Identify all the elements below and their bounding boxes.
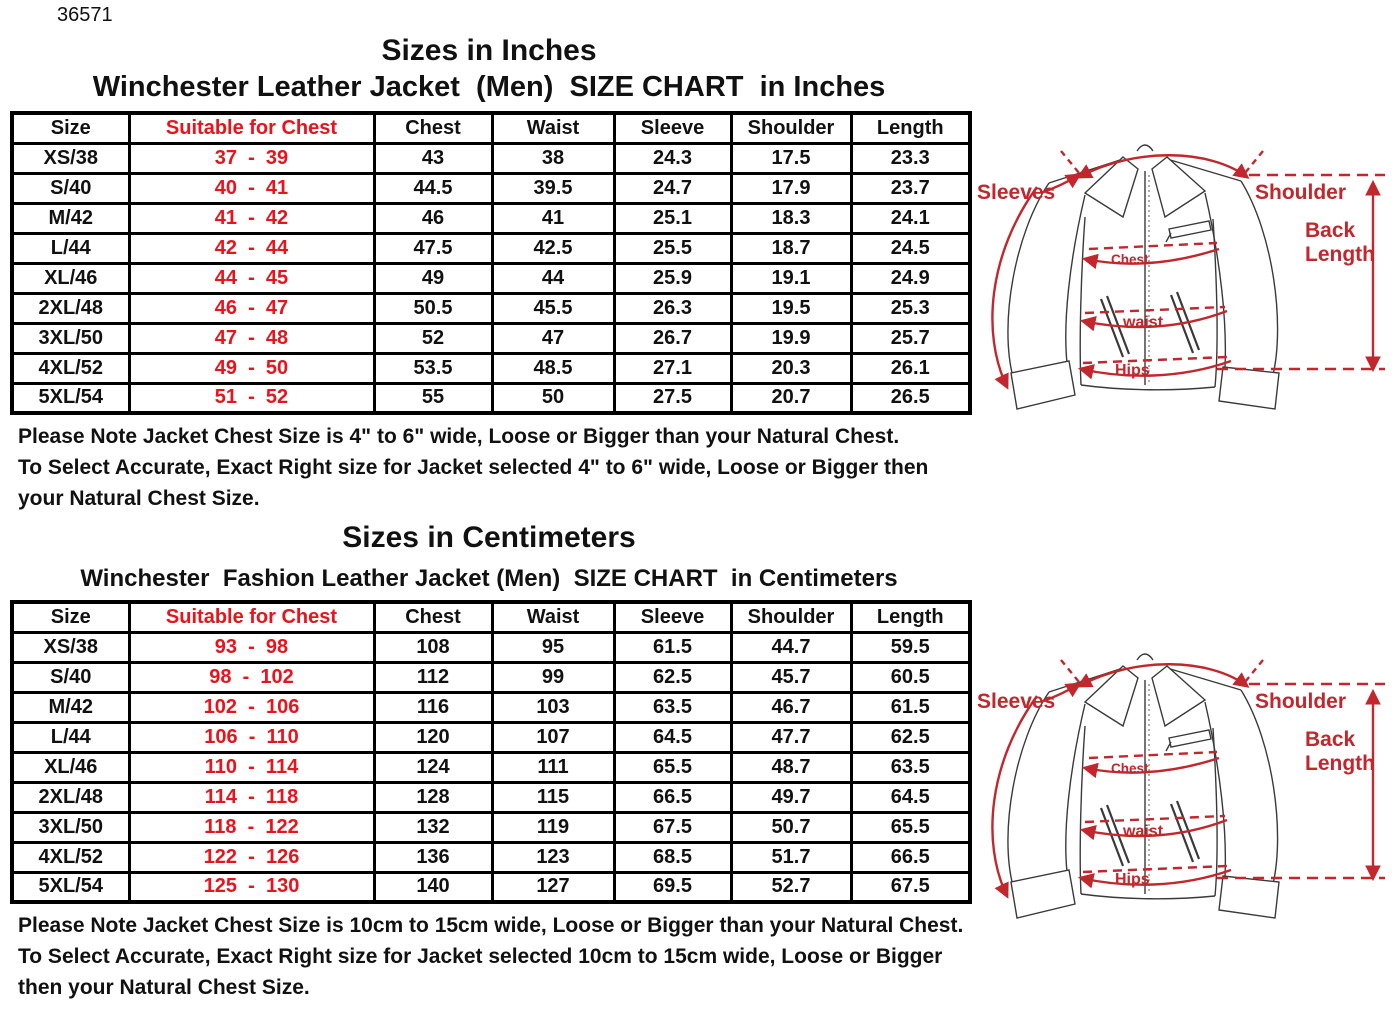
- sleeves-label: Sleeves: [977, 181, 1056, 204]
- size-cell: M/42: [12, 203, 129, 233]
- measurement-cell: 67.5: [614, 812, 731, 842]
- measurement-cell: 26.1: [851, 353, 970, 383]
- table-row: [12, 203, 970, 233]
- measurement-cell: 51.7: [731, 842, 851, 872]
- measurement-cell: 125 - 130: [129, 872, 374, 902]
- measurement-cell: 24.1: [851, 203, 970, 233]
- measurement-cell: 45.5: [492, 293, 614, 323]
- column-header-chest: Chest: [374, 602, 492, 632]
- measurement-cell: 44: [492, 263, 614, 293]
- measurement-cell: 68.5: [614, 842, 731, 872]
- measurement-cell: 50.7: [731, 812, 851, 842]
- size-cell: XL/46: [12, 263, 129, 293]
- hips-label: Hips: [1115, 362, 1150, 379]
- table-row: [12, 812, 970, 842]
- measurement-cell: 26.3: [614, 293, 731, 323]
- table-row: [12, 692, 970, 722]
- jacket-measurement-diagram-inches: [975, 133, 1397, 453]
- measurement-cell: 47.7: [731, 722, 851, 752]
- column-header-waist: Waist: [492, 113, 614, 143]
- table-row: [12, 632, 970, 662]
- column-header-shoulder: Shoulder: [731, 602, 851, 632]
- table-row: [12, 722, 970, 752]
- measurement-cell: 120: [374, 722, 492, 752]
- chest-dash-line: [1089, 243, 1217, 249]
- measurement-cell: 18.3: [731, 203, 851, 233]
- measurement-cell: 98 - 102: [129, 662, 374, 692]
- back-length-label-line2: Length: [1305, 243, 1375, 266]
- measurement-cell: 27.1: [614, 353, 731, 383]
- measurement-cell: 41 - 42: [129, 203, 374, 233]
- measurement-cell: 19.5: [731, 293, 851, 323]
- measurement-cell: 20.3: [731, 353, 851, 383]
- column-header-suitable-for-chest: Suitable for Chest: [129, 113, 374, 143]
- measurement-cell: 38: [492, 143, 614, 173]
- table-row: [12, 323, 970, 353]
- table-row: [12, 662, 970, 692]
- table-row: [12, 872, 970, 902]
- measurement-cell: 61.5: [851, 692, 970, 722]
- measurement-cell: 24.3: [614, 143, 731, 173]
- measurement-cell: 116: [374, 692, 492, 722]
- size-cell: 2XL/48: [12, 293, 129, 323]
- column-header-size: Size: [12, 113, 129, 143]
- size-cell: 2XL/48: [12, 782, 129, 812]
- measurement-cell: 132: [374, 812, 492, 842]
- right-shoulder-tick: [1245, 151, 1263, 173]
- chest-label: Chest: [1111, 252, 1149, 267]
- table-row: [12, 173, 970, 203]
- measurement-cell: 42.5: [492, 233, 614, 263]
- measurement-cell: 62.5: [614, 662, 731, 692]
- hips-label: Hips: [1115, 871, 1150, 888]
- measurement-cell: 110 - 114: [129, 752, 374, 782]
- back-length-label-line1: Back: [1305, 728, 1356, 751]
- size-cell: XS/38: [12, 632, 129, 662]
- table-row: [12, 353, 970, 383]
- chest-label: Chest: [1111, 761, 1149, 776]
- size-cell: 4XL/52: [12, 353, 129, 383]
- measurement-cell: 67.5: [851, 872, 970, 902]
- measurement-cell: 119: [492, 812, 614, 842]
- table-row: [12, 752, 970, 782]
- measurement-cell: 62.5: [851, 722, 970, 752]
- hips-dash-line: [1083, 357, 1227, 363]
- size-cell: L/44: [12, 233, 129, 263]
- shoulder-label: Shoulder: [1255, 181, 1347, 204]
- measurement-cell: 27.5: [614, 383, 731, 413]
- measurement-cell: 140: [374, 872, 492, 902]
- measurement-cell: 49 - 50: [129, 353, 374, 383]
- measurement-cell: 46.7: [731, 692, 851, 722]
- measurement-cell: 42 - 44: [129, 233, 374, 263]
- measurement-cell: 49: [374, 263, 492, 293]
- measurement-cell: 115: [492, 782, 614, 812]
- jacket-diagram-svg: [975, 642, 1397, 962]
- column-header-suitable-for-chest: Suitable for Chest: [129, 602, 374, 632]
- inches-chart-subtitle: Winchester Leather Jacket (Men) SIZE CHART in Inches: [92, 71, 886, 103]
- inches-notes: [10, 421, 968, 514]
- measurement-cell: 114 - 118: [129, 782, 374, 812]
- measurement-cell: 19.9: [731, 323, 851, 353]
- measurement-cell: 66.5: [851, 842, 970, 872]
- chest-curve-arrow: [1085, 758, 1219, 773]
- chest-curve-arrow: [1085, 249, 1219, 264]
- table-header-row: [12, 113, 970, 143]
- content-column: [10, 4, 968, 1003]
- measurement-cell: 39.5: [492, 173, 614, 203]
- column-header-length: Length: [851, 602, 970, 632]
- measurement-cell: 63.5: [851, 752, 970, 782]
- table-row: [12, 143, 970, 173]
- inches-size-table: [10, 111, 972, 415]
- measurement-cell: 128: [374, 782, 492, 812]
- measurement-cell: 50: [492, 383, 614, 413]
- measurement-cell: 112: [374, 662, 492, 692]
- cm-notes: [10, 910, 968, 1003]
- note-line: To Select Accurate, Exact Right size for Jacket selected 10cm to 15cm wide, Loose or Bigger then your Natural Chest Size.: [18, 945, 943, 999]
- table-row: [12, 293, 970, 323]
- measurement-cell: 102 - 106: [129, 692, 374, 722]
- chest-dash-line: [1089, 752, 1217, 758]
- table-row: [12, 383, 970, 413]
- note-line: Please Note Jacket Chest Size is 4" to 6" wide, Loose or Bigger than your Natural Chest.: [18, 425, 900, 448]
- size-cell: 4XL/52: [12, 842, 129, 872]
- left-shoulder-tick: [1061, 151, 1079, 173]
- waist-label: waist: [1123, 823, 1164, 840]
- column-header-shoulder: Shoulder: [731, 113, 851, 143]
- column-header-sleeve: Sleeve: [614, 113, 731, 143]
- measurement-cell: 136: [374, 842, 492, 872]
- measurement-cell: 53.5: [374, 353, 492, 383]
- measurement-cell: 41: [492, 203, 614, 233]
- table-row: [12, 782, 970, 812]
- jacket-diagram-svg: [975, 133, 1397, 453]
- column-header-length: Length: [851, 113, 970, 143]
- cm-chart-subtitle: Winchester Fashion Leather Jacket (Men) SIZE CHART in Centimeters: [80, 565, 898, 592]
- measurement-cell: 26.7: [614, 323, 731, 353]
- measurement-cell: 127: [492, 872, 614, 902]
- measurement-cell: 43: [374, 143, 492, 173]
- back-length-label-line2: Length: [1305, 752, 1375, 775]
- measurement-cell: 123: [492, 842, 614, 872]
- measurement-cell: 63.5: [614, 692, 731, 722]
- measurement-cell: 45.7: [731, 662, 851, 692]
- column-header-waist: Waist: [492, 602, 614, 632]
- note-line: Please Note Jacket Chest Size is 10cm to 15cm wide, Loose or Bigger than your Natural Chest.: [18, 914, 964, 937]
- cm-size-table: [10, 600, 972, 904]
- size-cell: L/44: [12, 722, 129, 752]
- measurement-cell: 111: [492, 752, 614, 782]
- measurement-cell: 47.5: [374, 233, 492, 263]
- measurement-cell: 26.5: [851, 383, 970, 413]
- measurement-cell: 69.5: [614, 872, 731, 902]
- measurement-cell: 103: [492, 692, 614, 722]
- waist-label: waist: [1123, 314, 1164, 331]
- measurement-cell: 23.3: [851, 143, 970, 173]
- column-header-sleeve: Sleeve: [614, 602, 731, 632]
- jacket-measurement-diagram-cm: [975, 642, 1397, 962]
- measurement-cell: 44.5: [374, 173, 492, 203]
- size-cell: XS/38: [12, 143, 129, 173]
- measurement-cell: 65.5: [851, 812, 970, 842]
- size-cell: 3XL/50: [12, 323, 129, 353]
- measurement-cell: 24.5: [851, 233, 970, 263]
- measurement-cell: 50.5: [374, 293, 492, 323]
- measurement-cell: 25.9: [614, 263, 731, 293]
- shoulder-label: Shoulder: [1255, 690, 1347, 713]
- measurement-cell: 52: [374, 323, 492, 353]
- measurement-cell: 25.5: [614, 233, 731, 263]
- size-cell: 5XL/54: [12, 872, 129, 902]
- measurement-cell: 48.5: [492, 353, 614, 383]
- centimeters-section: [10, 520, 968, 1003]
- cm-section-title: Sizes in Centimeters: [342, 521, 636, 554]
- measurement-cell: 19.1: [731, 263, 851, 293]
- measurement-cell: 49.7: [731, 782, 851, 812]
- measurement-cell: 37 - 39: [129, 143, 374, 173]
- measurement-cell: 17.9: [731, 173, 851, 203]
- measurement-cell: 24.9: [851, 263, 970, 293]
- measurement-cell: 61.5: [614, 632, 731, 662]
- size-cell: S/40: [12, 173, 129, 203]
- measurement-cell: 52.7: [731, 872, 851, 902]
- table-row: [12, 842, 970, 872]
- measurement-cell: 20.7: [731, 383, 851, 413]
- measurement-cell: 107: [492, 722, 614, 752]
- measurement-cell: 18.7: [731, 233, 851, 263]
- left-shoulder-tick: [1061, 660, 1079, 682]
- measurement-cell: 60.5: [851, 662, 970, 692]
- measurement-cell: 93 - 98: [129, 632, 374, 662]
- measurement-cell: 44 - 45: [129, 263, 374, 293]
- measurement-cell: 44.7: [731, 632, 851, 662]
- size-cell: 5XL/54: [12, 383, 129, 413]
- column-header-chest: Chest: [374, 113, 492, 143]
- measurement-cell: 66.5: [614, 782, 731, 812]
- measurement-cell: 95: [492, 632, 614, 662]
- size-cell: S/40: [12, 662, 129, 692]
- measurement-cell: 47 - 48: [129, 323, 374, 353]
- hips-dash-line: [1083, 866, 1227, 872]
- measurement-cell: 118 - 122: [129, 812, 374, 842]
- measurement-cell: 55: [374, 383, 492, 413]
- measurement-cell: 46: [374, 203, 492, 233]
- measurement-cell: 64.5: [851, 782, 970, 812]
- table-header-row: [12, 602, 970, 632]
- measurement-cell: 17.5: [731, 143, 851, 173]
- size-cell: XL/46: [12, 752, 129, 782]
- sleeves-label: Sleeves: [977, 690, 1056, 713]
- measurement-cell: 122 - 126: [129, 842, 374, 872]
- measurement-cell: 51 - 52: [129, 383, 374, 413]
- measurement-cell: 40 - 41: [129, 173, 374, 203]
- table-row: [12, 263, 970, 293]
- measurement-cell: 25.3: [851, 293, 970, 323]
- measurement-cell: 25.1: [614, 203, 731, 233]
- measurement-cell: 65.5: [614, 752, 731, 782]
- measurement-cell: 23.7: [851, 173, 970, 203]
- table-row: [12, 233, 970, 263]
- column-header-size: Size: [12, 602, 129, 632]
- measurement-cell: 24.7: [614, 173, 731, 203]
- measurement-cell: 108: [374, 632, 492, 662]
- size-cell: M/42: [12, 692, 129, 722]
- measurement-cell: 64.5: [614, 722, 731, 752]
- document-number: 36571: [57, 4, 113, 26]
- measurement-cell: 99: [492, 662, 614, 692]
- measurement-cell: 47: [492, 323, 614, 353]
- note-line: To Select Accurate, Exact Right size for Jacket selected 4" to 6" wide, Loose or Bigger then your Natural Chest Size.: [18, 456, 929, 510]
- measurement-cell: 106 - 110: [129, 722, 374, 752]
- back-length-label-line1: Back: [1305, 219, 1356, 242]
- measurement-cell: 59.5: [851, 632, 970, 662]
- right-shoulder-tick: [1245, 660, 1263, 682]
- measurement-cell: 124: [374, 752, 492, 782]
- inches-section-title: Sizes in Inches: [381, 34, 597, 67]
- measurement-cell: 48.7: [731, 752, 851, 782]
- measurement-cell: 25.7: [851, 323, 970, 353]
- size-cell: 3XL/50: [12, 812, 129, 842]
- measurement-cell: 46 - 47: [129, 293, 374, 323]
